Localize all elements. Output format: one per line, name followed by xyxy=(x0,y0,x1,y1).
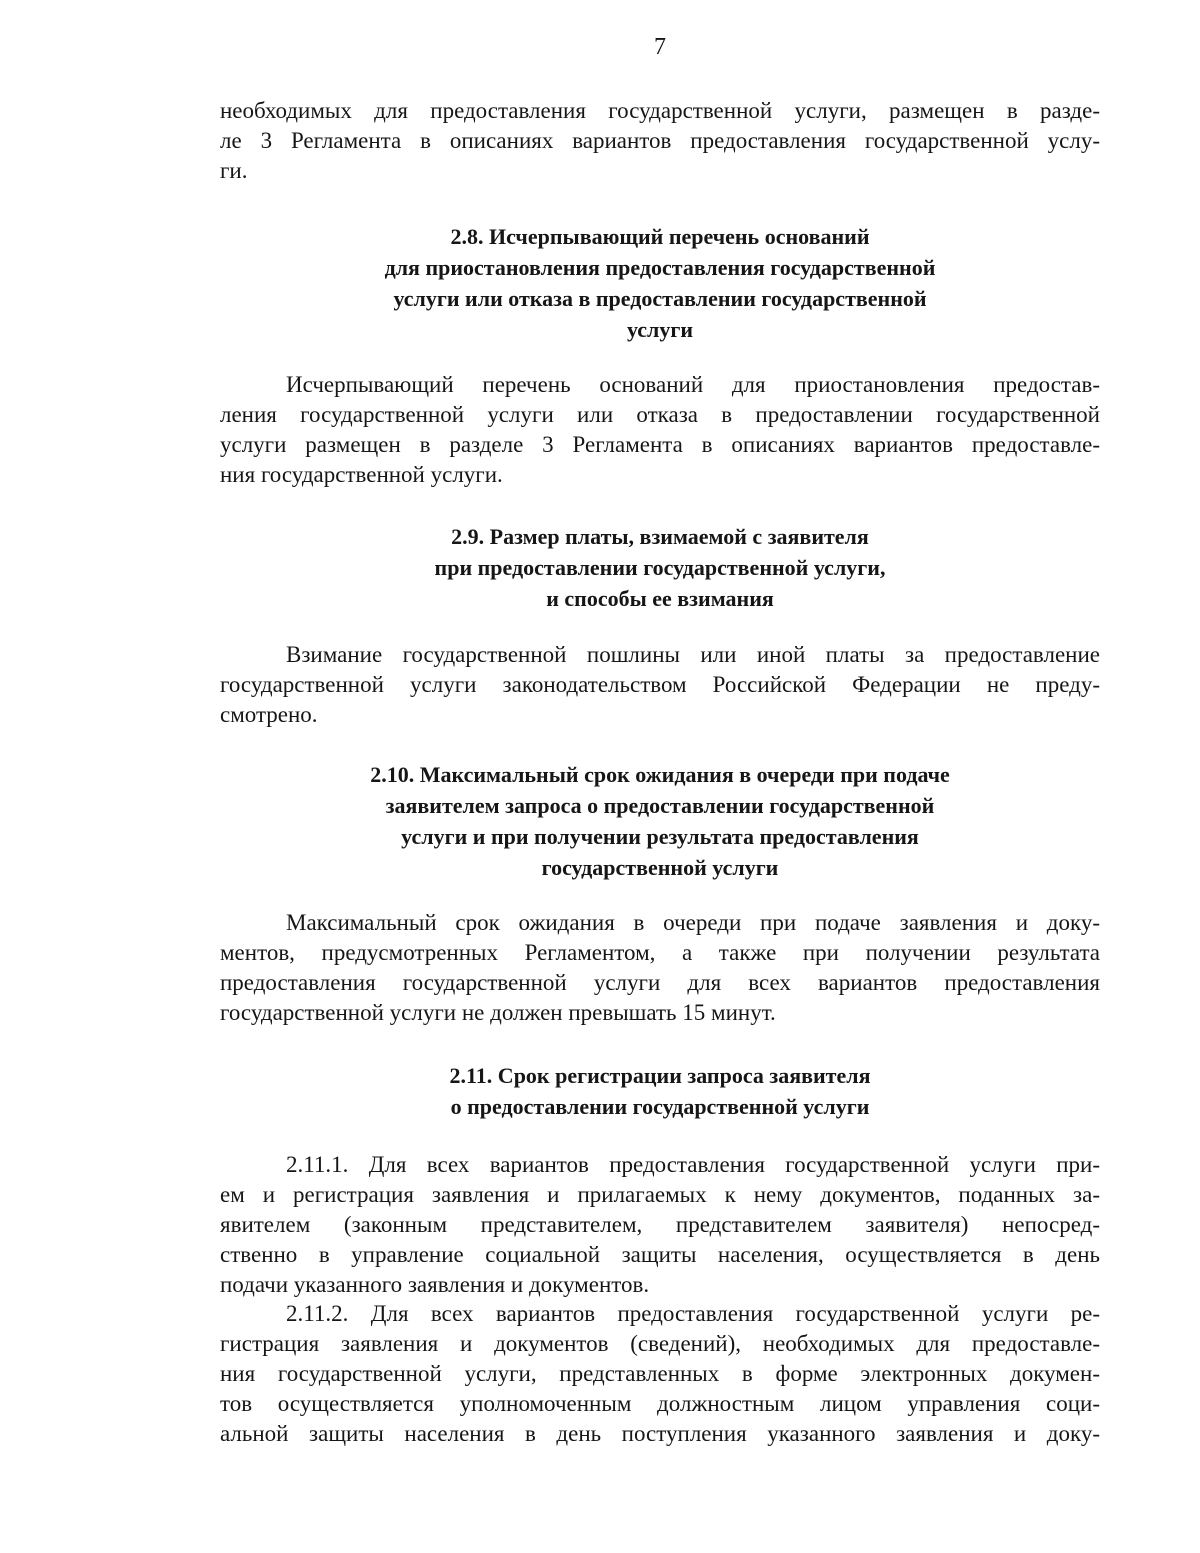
heading-line: и способы ее взимания xyxy=(546,586,774,611)
text-line: ления государственной услуги или отказа в предоставлении государственной xyxy=(220,402,1100,427)
text-line: ментов, предусмотренных Регламентом, а также при получении результата xyxy=(220,940,1100,965)
page-number: 7 xyxy=(654,34,666,60)
section-2-11-1-body xyxy=(220,1150,1100,1300)
text-line: Исчерпывающий перечень оснований для приостановления предостав- xyxy=(286,372,1100,397)
text-line: услуги размещен в разделе 3 Регламента в описаниях вариантов предоставле- xyxy=(220,432,1100,457)
section-2-8-heading xyxy=(0,221,1200,345)
section-2-10-body xyxy=(220,908,1100,1028)
heading-line: услуги xyxy=(626,317,694,342)
section-2-9-heading xyxy=(0,521,1200,614)
text-line: ги. xyxy=(220,158,248,183)
text-line: государственной услуги не должен превышать 15 минут. xyxy=(220,1000,776,1025)
text-line: ем и регистрация заявления и прилагаемых к нему документов, поданных за- xyxy=(220,1182,1100,1207)
heading-line: услуги или отказа в предоставлении государственной xyxy=(393,286,927,311)
heading-line: 2.11. Срок регистрации запроса заявителя xyxy=(449,1063,871,1088)
text-line: Максимальный срок ожидания в очереди при подаче заявления и доку- xyxy=(286,910,1100,935)
text-line: ния государственной услуги. xyxy=(220,462,503,487)
section-2-8-body xyxy=(220,370,1100,490)
text-line: тов осуществляется уполномоченным должностным лицом управления соци- xyxy=(220,1391,1100,1416)
heading-line: услуги и при получении результата предоставления xyxy=(401,824,919,849)
intro-paragraph xyxy=(220,96,1100,186)
text-line: альной защиты населения в день поступления указанного заявления и доку- xyxy=(220,1421,1100,1446)
heading-line: для приостановления предоставления государственной xyxy=(384,255,936,280)
text-line: 2.11.1. Для всех вариантов предоставления государственной услуги при- xyxy=(286,1152,1100,1177)
text-line: государственной услуги законодательством Российской Федерации не преду- xyxy=(220,672,1100,697)
text-line: ственно в управление социальной защиты населения, осуществляется в день xyxy=(220,1242,1100,1267)
heading-line: заявителем запроса о предоставлении государственной xyxy=(385,793,935,818)
text-line: необходимых для предоставления государственной услуги, размещен в разде- xyxy=(220,98,1100,123)
heading-line: 2.10. Максимальный срок ожидания в очереди при подаче xyxy=(370,762,950,787)
text-line: явителем (законным представителем, представителем заявителя) непосред- xyxy=(220,1212,1100,1237)
text-line: предоставления государственной услуги для всех вариантов предоставления xyxy=(220,970,1100,995)
heading-line: о предоставлении государственной услуги xyxy=(450,1094,870,1119)
text-line: гистрация заявления и документов (сведений), необходимых для предоставле- xyxy=(220,1331,1100,1356)
heading-line: государственной услуги xyxy=(541,855,779,880)
heading-line: 2.9. Размер платы, взимаемой с заявителя xyxy=(451,524,869,549)
text-line: ле 3 Регламента в описаниях вариантов предоставления государственной услу- xyxy=(220,128,1100,153)
text-line: смотрено. xyxy=(220,702,318,727)
heading-line: при предоставлении государственной услуги, xyxy=(434,555,886,580)
text-line: 2.11.2. Для всех вариантов предоставления государственной услуги ре- xyxy=(286,1301,1100,1326)
heading-line: 2.8. Исчерпывающий перечень оснований xyxy=(450,224,870,249)
section-2-11-2-body xyxy=(220,1299,1100,1449)
text-line: ния государственной услуги, представленных в форме электронных докумен- xyxy=(220,1361,1100,1386)
section-2-11-heading xyxy=(0,1060,1200,1122)
section-2-9-body xyxy=(220,640,1100,730)
text-line: Взимание государственной пошлины или иной платы за предоставление xyxy=(286,642,1100,667)
text-line: подачи указанного заявления и документов. xyxy=(220,1272,650,1297)
section-2-10-heading xyxy=(0,759,1200,883)
